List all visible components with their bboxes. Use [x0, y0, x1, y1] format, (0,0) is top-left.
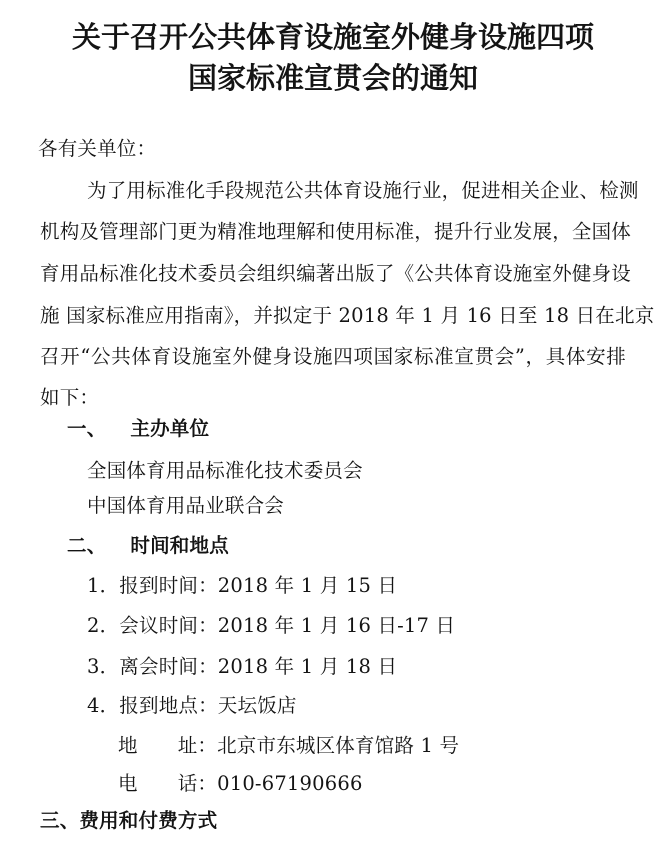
schedule-item: 4．报到地点：天坛饭店: [87, 694, 297, 717]
intro-paragraph-line: 如下：: [40, 386, 100, 409]
address-label: 地: [118, 734, 138, 757]
section-2-number: 二、: [67, 534, 107, 557]
section-1-number: 一、: [67, 417, 107, 440]
intro-paragraph-line: 召开“公共体育设施室外健身设施四项国家标准宣贯会”，具体安排: [40, 345, 626, 368]
address-value: 北京市东城区体育馆路 1 号: [217, 734, 460, 757]
phone-value: 010-67190666: [217, 772, 363, 795]
address-label: 址：: [177, 734, 218, 757]
section-1-heading: [67, 413, 209, 441]
intro-paragraph-line: 育用品标准化技术委员会组织编著出版了《公共体育设施室外健身设: [40, 262, 632, 285]
organizer-item: 全国体育用品标准化技术委员会: [87, 459, 363, 482]
intro-paragraph-line: 施 国家标准应用指南》，并拟定于 2018 年 1 月 16 日至 18 日在北京: [40, 304, 655, 327]
intro-paragraph-line: 为了用标准化手段规范公共体育设施行业，促进相关企业、检测: [87, 179, 639, 202]
phone-row: [118, 768, 363, 796]
salutation: 各有关单位：: [38, 137, 157, 160]
schedule-item: 2．会议时间：2018 年 1 月 16 日-17 日: [87, 614, 456, 637]
section-2-title: 时间和地点: [130, 534, 229, 557]
organizer-item: 中国体育用品业联合会: [87, 494, 285, 517]
section-3-title: 费用和付费方式: [79, 809, 218, 832]
schedule-item: 1．报到时间：2018 年 1 月 15 日: [87, 574, 398, 597]
schedule-item: 3．离会时间：2018 年 1 月 18 日: [87, 655, 398, 678]
section-1-title: 主办单位: [130, 417, 210, 440]
section-2-heading: [67, 530, 229, 558]
intro-paragraph-line: 机构及管理部门更为精准地理解和使用标准，提升行业发展，全国体: [40, 220, 632, 243]
section-3-heading: [40, 805, 217, 833]
phone-label: 电: [118, 772, 138, 795]
document-title-line-2: 国家标准宣贯会的通知: [187, 61, 478, 95]
section-3-number: 三、: [40, 809, 80, 832]
document-title-line-1: 关于召开公共体育设施室外健身设施四项: [71, 20, 594, 54]
address-row: [118, 730, 459, 758]
phone-label: 话：: [177, 772, 218, 795]
